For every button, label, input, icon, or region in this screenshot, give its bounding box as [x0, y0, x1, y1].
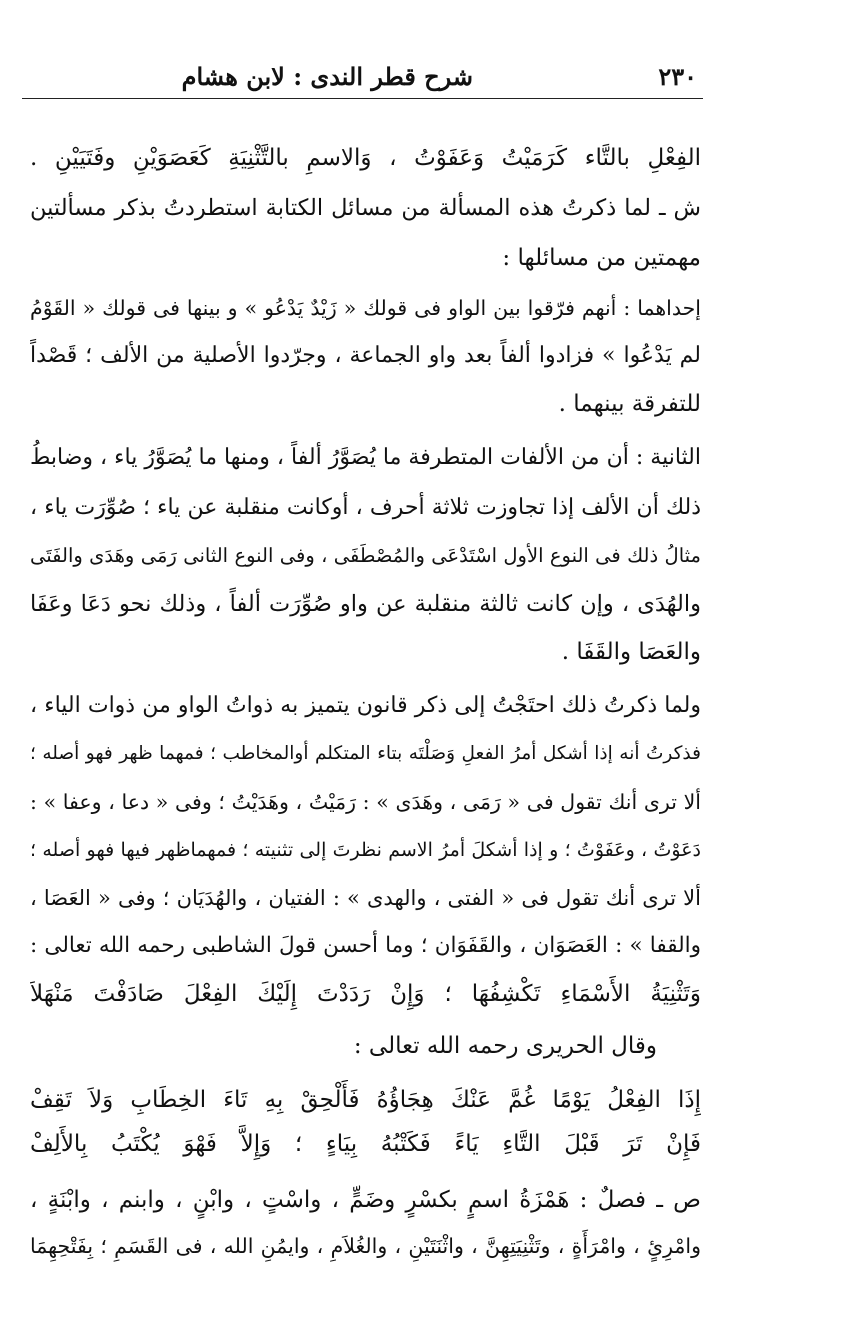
text-line: إحداهما : أنهم فرّقوا بين الواو فى قولك « زَيْدٌ يَدْعُو » و بينها فى قولك « القَوْمُ	[30, 296, 701, 320]
text-line: للتفرقة بينهما .	[558, 391, 701, 417]
text-line: وقال الحريرى رحمه الله تعالى :	[353, 1033, 657, 1059]
running-title: شرح قطر الندى : لابن هشام	[181, 62, 473, 91]
text-line: مثالُ ذلك فى النوع الأول اسْتَدْعَى والمُصْطَفَى ، وفى النوع الثانى رَمَى وهَدَى والفَتَى	[30, 544, 701, 567]
text-line: ولما ذكرتُ ذلك احتَجْتُ إلى ذكر قانون يتميز به ذواتُ الواو من ذوات الياء ،	[30, 693, 701, 718]
text-line: فذكرتُ أنه إذا أشكل أمرُ الفعلِ وَصَلْتَه بتاء المتكلم أوالمخاطب ؛ فمهما ظهر فهو أصله ؛	[30, 743, 701, 764]
verse-line: فَإِنْ تَرَ قَبْلَ التَّاءِ يَاءً فَكَتْبُهُ بِيَاءٍ ؛ وَإِلاَّ فَهْوَ يُكْتَبُ بِالأَلِفْ	[30, 1131, 701, 1157]
verse-line: إِذَا الفِعْلُ يَوْمًا غُمَّ عَنْكَ هِجَاؤُهُ فَأَلْحِقْ بِهِ تَاءَ الخِطَابِ وَلاَ تَقِفْ	[30, 1087, 701, 1113]
text-line: ألا ترى أنك تقول فى « الفتى ، والهدى » : الفتيان ، والهُدَيَان ؛ وفى « العَصَا ،	[30, 886, 701, 910]
verse-line: وَتَثْنِيَةُ الأَسْمَاءِ تَكْشِفُهَا ؛ وَإِنْ رَدَدْتَ إِلَيْكَ الفِعْلَ صَادَفْتَ مَنْهَلاَ	[30, 981, 701, 1007]
text-line: لم يَدْعُوا » فزادوا ألفاً بعد واو الجماعة ، وجرّدوا الأصلية من الألف ؛ قَصْداً	[30, 343, 701, 368]
text-line: والهُدَى ، وإن كانت ثالثة منقلبة عن واو صُوِّرَت ألفاً ، وذلك نحو دَعَا وعَفَا	[30, 591, 701, 617]
text-line: ش ـ لما ذكرتُ هذه المسألة من مسائل الكتابة استطردتُ بذكر مسألتين	[30, 195, 701, 221]
text-line: دَعَوْتُ ، وعَفَوْتُ ؛ و إذا أشكلَ أمرُ الاسم نظرتَ إلى تثنيته ؛ فمهماظهر فيها فهو أصله ؛	[30, 839, 701, 861]
text-line: الثانية : أن من الألفات المتطرفة ما يُصَوَّرُ ألفاً ، ومنها ما يُصَوَّرُ ياء ، وضابطُ	[30, 445, 701, 470]
text-line: ألا ترى أنك تقول فى « رَمَى ، وهَدَى » : رَمَيْتُ ، وهَدَيْتُ ؛ وفى « دعا ، وعفا » :	[30, 790, 701, 814]
text-line: ذلك أن الألف إذا تجاوزت ثلاثة أحرف ، أوكانت منقلبة عن ياء ؛ صُوِّرَت ياء ،	[30, 495, 701, 520]
text-line: مهمتين من مسائلها :	[502, 245, 701, 271]
page-number: ٢٣٠	[658, 62, 697, 91]
text-line: ص ـ فصلٌ : هَمْزَةُ اسمٍ بكسْرٍ وضَمٍّ ، واسْتٍ ، وابْنٍ ، وابنم ، وابْنَةٍ ،	[30, 1187, 701, 1213]
text-line: وامْرِئٍ ، وامْرَأَةٍ ، وتَثْنِيَتِهِنَّ ، واثْنَتَيْنِ ، والغُلاَمِ ، وايمُنِ الله ، فى القَسَمِ ؛ بِفَتْحِهِمَا	[30, 1234, 701, 1258]
running-header	[22, 54, 703, 99]
text-line: والعَصَا والقَفَا .	[561, 639, 701, 665]
text-line: والقفا » : العَصَوَان ، والقَفَوَان ؛ وما أحسن قولَ الشاطبى رحمه الله تعالى :	[30, 933, 701, 958]
text-line: الفِعْلِ بالتَّاء كَرَمَيْتُ وَعَفَوْتُ ، وَالاسمِ بالتَّثْنِيَةِ كَعَصَوَيْنِ وفَتَيَيْنِ .	[30, 145, 701, 171]
